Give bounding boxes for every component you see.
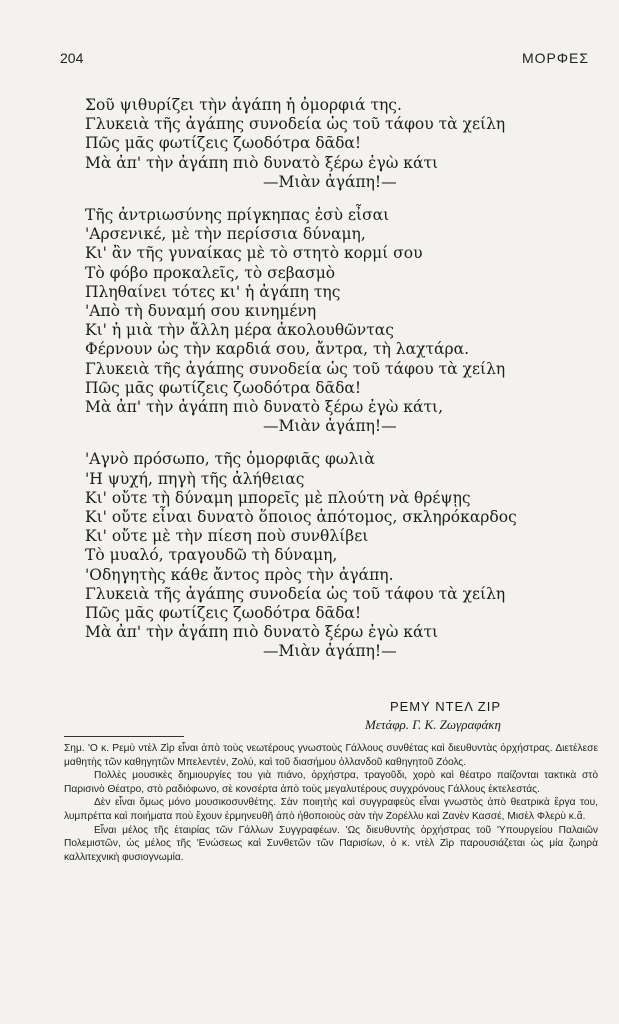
poem-line: Πληθαίνει τότες κι' ἡ ἀγάπη της (85, 282, 341, 301)
author-name: ΡΕΜΥ ΝΤΕΛ ΖΙΡ (389, 699, 501, 714)
footnote-paragraph: Πολλὲς μουσικὲς δημιουργίες του γιὰ πιάνο, ὀρχήστρα, τραγοῦδι, χορὸ καὶ θέατρο παίζονται τακτικὰ στὸ Παρισινὸ Θέατρο, στὸ ραδιόφωνο, σὲ κονσέρτα ἀπὸ τοὺς μεγαλυτέρους συγχρόνους Γάλλους ἐκτελεστάς. (64, 770, 598, 795)
poem-line: Μὰ ἀπ' τὴν ἀγάπη πιὸ δυνατὸ ξέρω ἐγὼ κάτι, (85, 398, 444, 417)
poem-line: 'Οδηγητὴς κάθε ἄντος πρὸς τὴν ἀγάπη. (85, 565, 394, 584)
poem-line: Τὸ φόβο προκαλεῖς, τὸ σεβασμὸ (85, 263, 336, 282)
poem-line: 'Αγνὸ πρόσωπο, τῆς ὀμορφιᾶς φωλιὰ (85, 450, 375, 469)
poem-line: 'Αρσενικέ, μὲ τὴν περίσσια δύναμη, (85, 225, 366, 244)
poem-line: Κι' οὔτε μὲ τὴν πίεση ποὺ συνθλίβει (85, 527, 369, 546)
refrain-line: —Μιὰν ἀγάπη!— (263, 642, 397, 661)
poem (85, 96, 595, 676)
footnote-divider (64, 736, 184, 737)
poem-line: Πῶς μᾶς φωτίζεις ζωοδότρα δᾶδα! (85, 604, 362, 623)
footnote-paragraph: Σημ. 'Ο κ. Ρεμὺ ντὲλ Ζὶρ εἶναι ἀπὸ τοὺς νεωτέρους γνωστοὺς Γάλλους συνθέτας καὶ διευθυντὰς ὀρχήστρας. Διετέλεσε μαθητὴς τῶν καθηγητῶν Μπελεντέν, Ζολύ, καὶ τοῦ διασήμου ὀλλανδοῦ καθηγητοῦ Ζόολς. (64, 743, 598, 768)
running-title: ΜΟΡΦΕΣ (521, 50, 589, 66)
signature (85, 698, 501, 734)
poem-line: Πῶς μᾶς φωτίζεις ζωοδότρα δᾶδα! (85, 134, 362, 153)
footnote-paragraph: Εἶναι μέλος τῆς ἑταιρίας τῶν Γάλλων Συγγραφέων. 'Ως διευθυντὴς ὀρχήστρας τοῦ 'Υπουργείου Παλαιῶν Πολεμιστῶν, ὡς μέλος τῆς 'Ενώσεως καὶ Συνθετῶν τῶν Παρισίων, ὁ κ. ντὲλ Ζὶρ παρουσιάζεται ὡς μία ζωηρὰ καλλιτεχνικὴ φυσιογνωμία. (64, 824, 598, 863)
poem-line: Γλυκειὰ τῆς ἀγάπης συνοδεία ὡς τοῦ τάφου τὰ χείλη (85, 115, 506, 134)
translator-credit: Μετάφρ. Γ. Κ. Ζωγραφάκη (364, 717, 501, 732)
page-header (60, 50, 589, 70)
poem-line: 'Απὸ τὴ δυναμή σου κινημένη (85, 302, 317, 321)
page-number: 204 (60, 50, 84, 66)
poem-line: Κι' οὔτε εἶναι δυνατὸ ὅποιος ἀπότομος, σκληρόκαρδος (85, 508, 517, 527)
poem-line: Γλυκειὰ τῆς ἀγάπης συνοδεία ὡς τοῦ τάφου τὰ χείλη (85, 584, 506, 603)
poem-line: Φέρνουν ὡς τὴν καρδιά σου, ἄντρα, τὴ λαχτάρα. (85, 340, 470, 359)
footnotes (64, 742, 598, 864)
poem-line: Τῆς ἀντριωσύνης πρίγκηπας ἐσὺ εἶσαι (85, 206, 390, 225)
stanza-2 (85, 206, 595, 436)
poem-line: Μὰ ἀπ' τὴν ἀγάπη πιὸ δυνατὸ ξέρω ἐγὼ κάτι (85, 153, 439, 172)
poem-line: Γλυκειὰ τῆς ἀγάπης συνοδεία ὡς τοῦ τάφου τὰ χείλη (85, 359, 506, 378)
poem-line: Σοῦ ψιθυρίζει τὴν ἀγάπη ἡ ὀμορφιά της. (85, 96, 402, 114)
refrain-line: —Μιὰν ἀγάπη!— (263, 172, 397, 191)
poem-line: Τὸ μυαλό, τραγουδῶ τὴ δύναμη, (85, 546, 338, 565)
poem-line: Κι' ἡ μιὰ τὴν ἄλλη μέρα ἀκολουθῶντας (85, 321, 394, 340)
poem-line: Πῶς μᾶς φωτίζεις ζωοδότρα δᾶδα! (85, 378, 362, 397)
stanza-1 (85, 96, 595, 192)
refrain-line: —Μιὰν ἀγάπη!— (263, 417, 397, 436)
stanza-3 (85, 450, 595, 661)
poem-line: 'Η ψυχή, πηγὴ τῆς ἀλήθειας (85, 469, 305, 488)
poem-line: Κι' οὔτε τὴ δύναμη μπορεῖς μὲ πλούτη νὰ θρέψῃς (85, 488, 471, 507)
poem-line: Μὰ ἀπ' τὴν ἀγάπη πιὸ δυνατὸ ξέρω ἐγὼ κάτι (85, 623, 439, 642)
footnote-paragraph: Δὲν εἶναι ὅμως μόνο μουσικοσυνθέτης. Σὰν ποιητὴς καὶ συγγραφεὺς εἶναι γνωστὸς ἀπὸ θεατρικὰ ἔργα του, λυμπρέττα καὶ ποιήματα ποὺ ἔχουν ἑρμηνευθῆ ἀπὸ ἠθοποιοὺς σὰν τὴν Ζορέλλυ καὶ Ζανὲν Κασσέ, Μισὲλ Φλερὺ κ.ἄ. (64, 797, 598, 822)
poem-line: Κι' ἂν τῆς γυναίκας μὲ τὸ στητὸ κορμί σου (85, 244, 423, 263)
